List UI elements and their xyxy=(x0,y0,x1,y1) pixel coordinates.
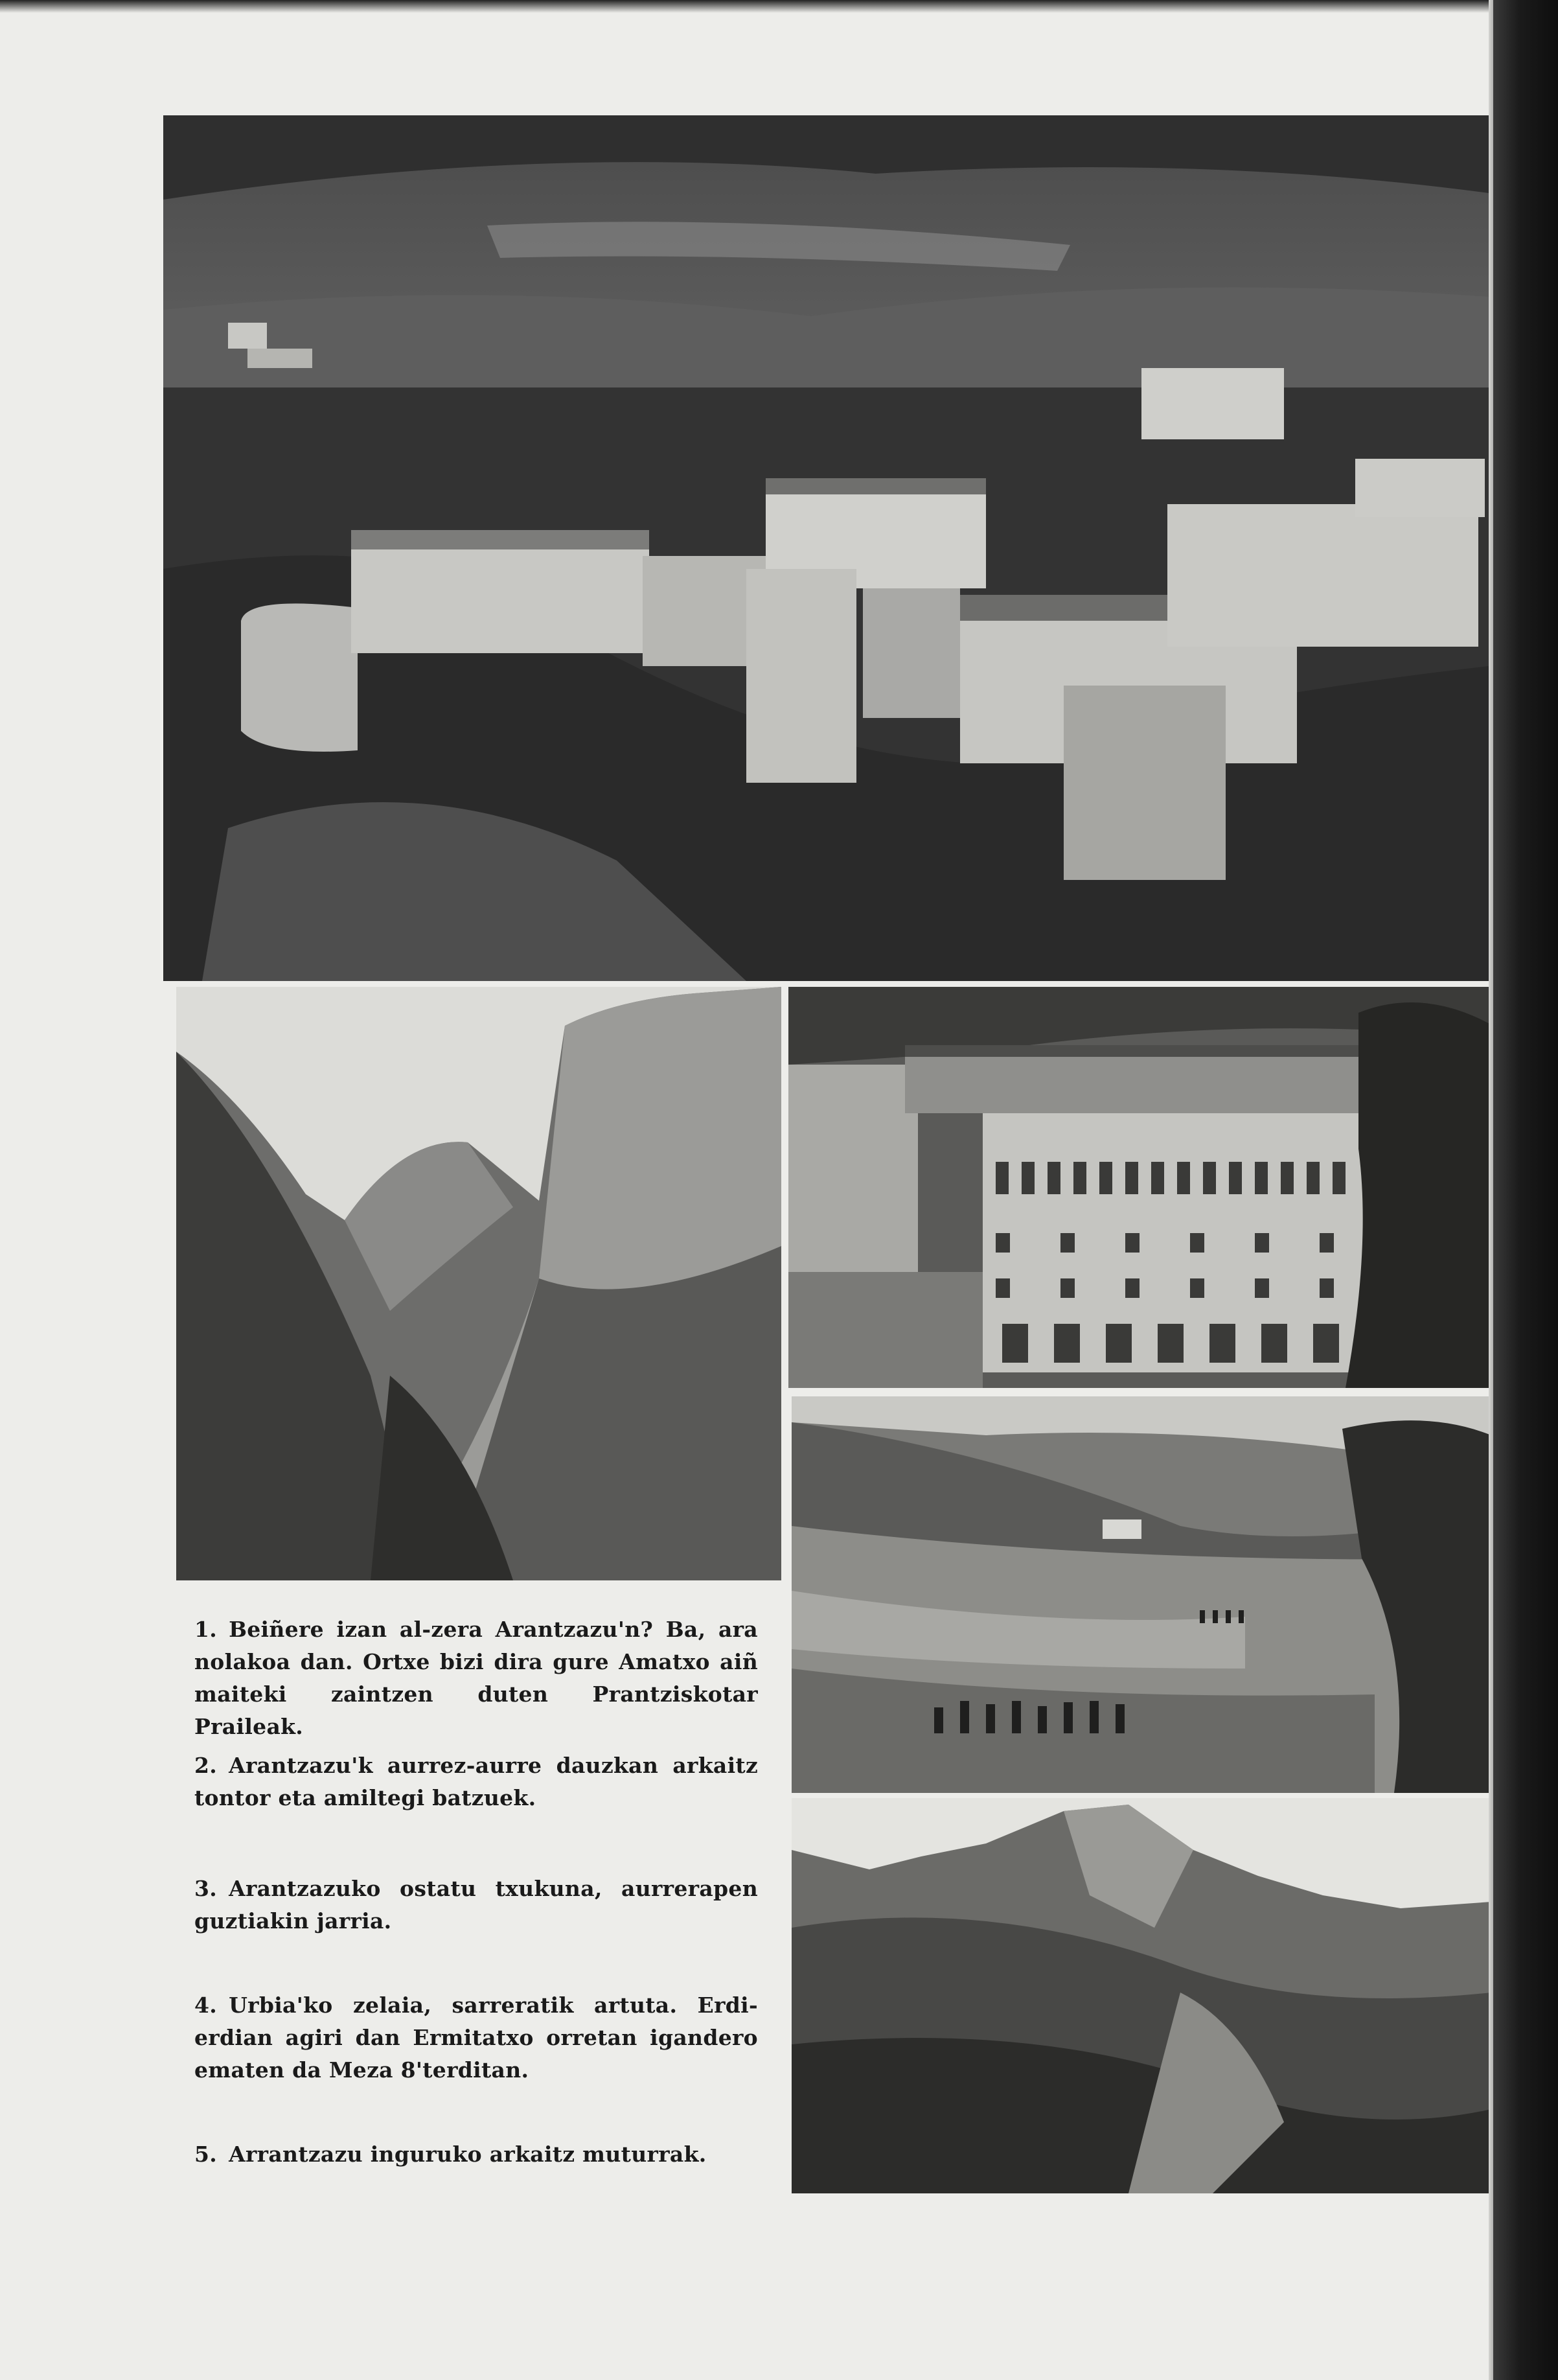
page-top-shadow xyxy=(0,0,1493,13)
caption-1 xyxy=(194,1613,758,1743)
caption-text: Arantzazu'k aurrez-aurre dauzkan arkaitz tontor eta amiltegi batzuek. xyxy=(194,1753,758,1810)
photo-crags xyxy=(792,1798,1491,2193)
caption-number: 2. xyxy=(194,1753,218,1778)
caption-number: 1. xyxy=(194,1617,218,1642)
photo-meadow xyxy=(792,1396,1491,1793)
caption-number: 4. xyxy=(194,1993,218,2018)
photo-sanctuary xyxy=(163,115,1489,981)
caption-text: Urbia'ko zelaia, sarreratik artuta. Erdi-erdian agiri dan Ermitatxo orretan igandero ematen da Meza 8'terditan. xyxy=(194,1993,758,2083)
caption-5 xyxy=(194,2138,758,2171)
caption-4 xyxy=(194,1989,758,2086)
photo-hotel-image xyxy=(788,987,1493,1388)
caption-text: Beiñere izan al-zera Arantzazu'n? Ba, ara nolakoa dan. Ortxe bizi dira gure Amatxo aiñ maiteki zaintzen duten Prantziskotar Praileak. xyxy=(194,1617,758,1739)
caption-number: 5. xyxy=(194,2142,218,2167)
caption-text: Arantzazuko ostatu txukuna, aurrerapen guztiakin jarria. xyxy=(194,1876,758,1934)
photo-hotel xyxy=(788,987,1493,1388)
caption-text: Arrantzazu inguruko arkaitz muturrak. xyxy=(229,2142,707,2167)
photo-sanctuary-image xyxy=(163,115,1489,981)
caption-number: 3. xyxy=(194,1876,218,1901)
photo-meadow-image xyxy=(792,1396,1491,1793)
photo-rock-peaks-image xyxy=(176,987,781,1580)
caption-3 xyxy=(194,1873,758,1937)
caption-2 xyxy=(194,1750,758,1814)
photo-crags-image xyxy=(792,1798,1491,2193)
photo-rock-peaks xyxy=(176,987,781,1580)
page-edge-shadow xyxy=(1493,0,1558,2380)
